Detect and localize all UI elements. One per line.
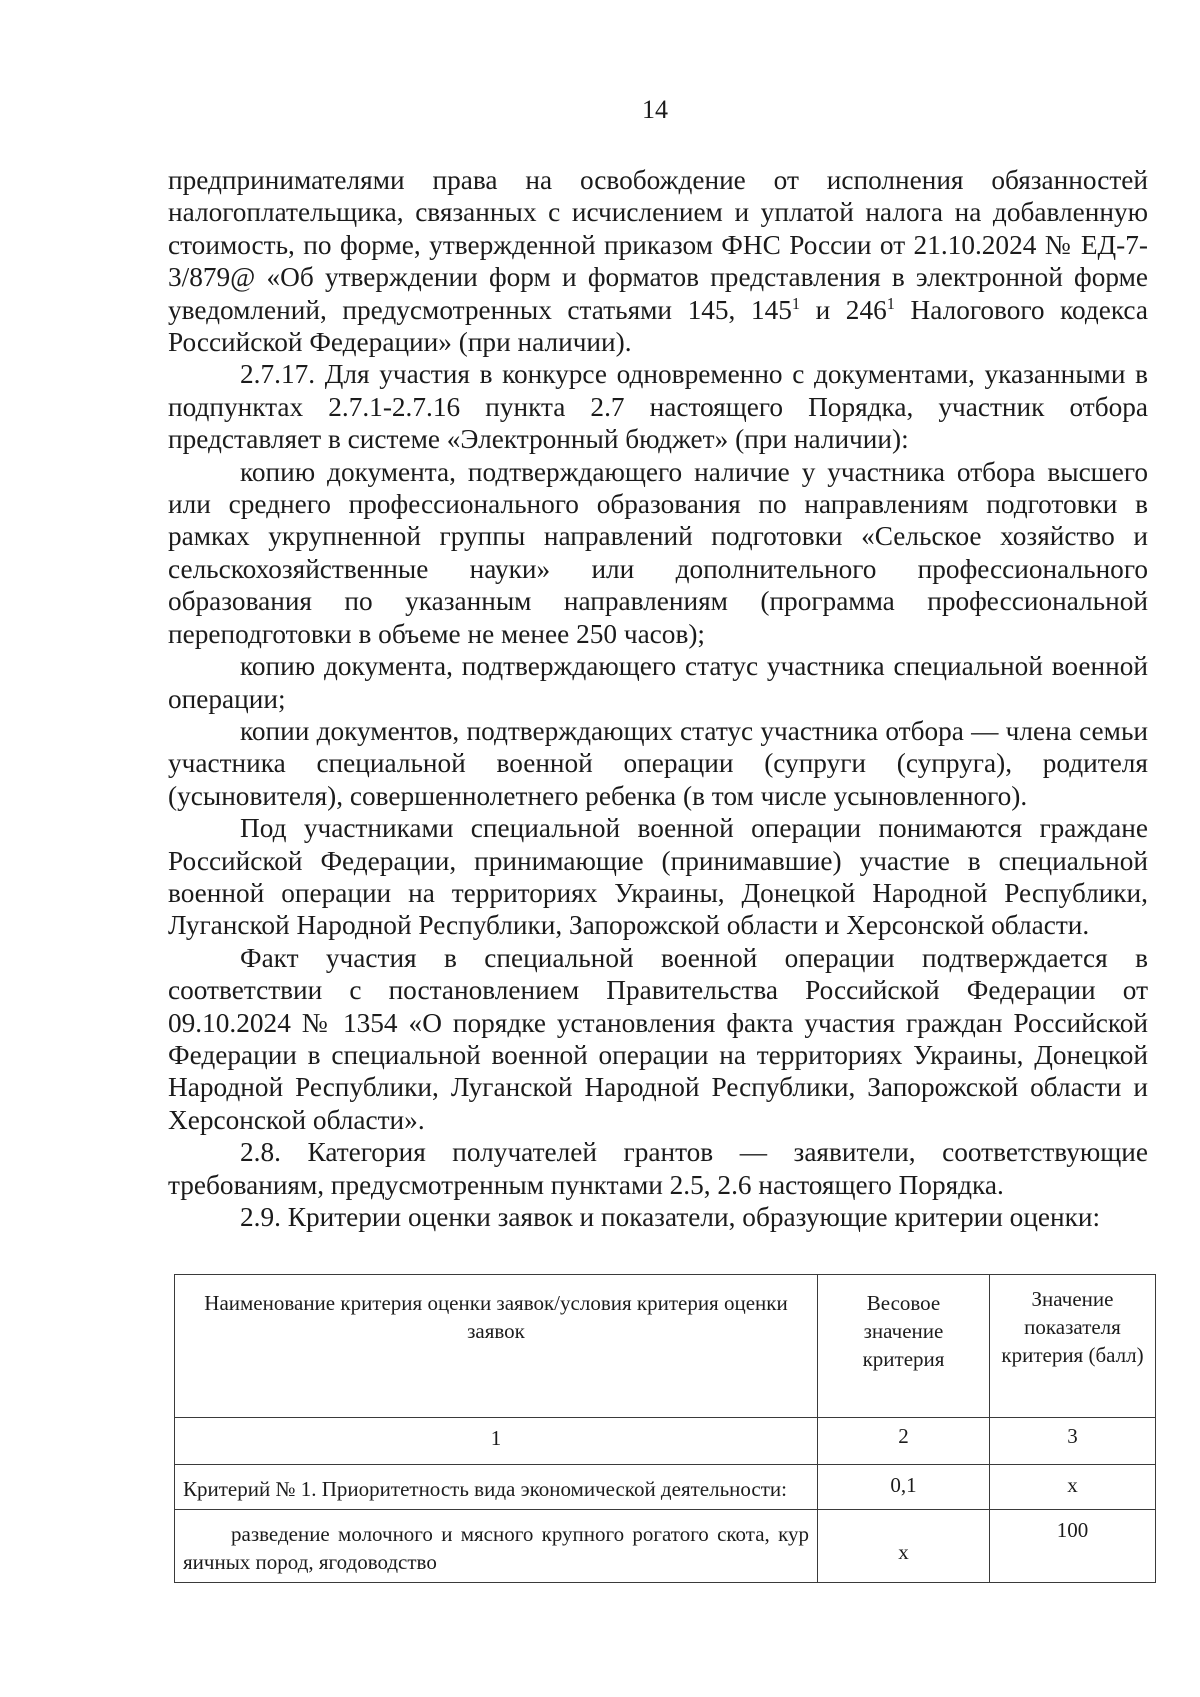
- paragraph-2-9: 2.9. Критерии оценки заявок и показатели, образующие критерии оценки:: [240, 1202, 1101, 1232]
- header-criterion-name: Наименование критерия оценки заявок/условия критерия оценки заявок: [175, 1275, 818, 1418]
- paragraph-text: предпринимателями права на освобождение от исполнения обязанностей налогоплательщика, связанных с исчислением и уплатой налога на добавленную стоимость, по форме, утвержденной приказом ФНС России от 21.10.2024 № ЕД-7-3/879@ «Об утверждении форм и форматов представления в электронной форме уведомлений, предусмотренных статьями 145, 145: [168, 165, 1148, 325]
- criterion-1-option-weight: х: [818, 1510, 990, 1583]
- superscript: 1: [791, 293, 801, 313]
- body-text: [168, 164, 1148, 1233]
- criterion-1-option-name: разведение молочного и мясного крупного рогатого скота, кур яичных пород, ягодоводство: [175, 1510, 818, 1583]
- paragraph-text: Налогового кодекса Российской Федерации» (при наличии).: [168, 294, 1149, 358]
- header-score: Значение показателя критерия (балл): [990, 1275, 1156, 1418]
- paragraph-2-8: 2.8. Категория получателей грантов — заявители, соответствующие требованиям, предусмотренным пунктами 2.5, 2.6 настоящего Порядка.: [168, 1137, 1148, 1200]
- paragraph-2-7-17: 2.7.17. Для участия в конкурсе одновременно с документами, указанными в подпунктах 2.7.1-2.7.16 пункта 2.7 настоящего Порядка, участник отбора представляет в системе «Электронный бюджет» (при наличии):: [168, 359, 1148, 455]
- column-number-1: 1: [175, 1418, 818, 1465]
- paragraph-svo-status-copy: копию документа, подтверждающего статус участника специальной военной операции;: [168, 651, 1148, 714]
- criteria-table: [174, 1274, 1156, 1583]
- page-number: 14: [642, 95, 668, 124]
- paragraph-text: и 246: [800, 294, 887, 325]
- table-header-row: [175, 1275, 1156, 1418]
- criterion-1-name: Критерий № 1. Приоритетность вида экономической деятельности:: [175, 1465, 818, 1510]
- criterion-1-option-value: 100: [990, 1510, 1156, 1583]
- paragraph-svo-definition: Под участниками специальной военной операции понимаются граждане Российской Федерации, принимающие (принимавшие) участие в специальной военной операции на территориях Украины, Донецкой Народной Республики, Луганской Народной Республики, Запорожской области и Херсонской области.: [168, 813, 1148, 941]
- criterion-1-value: х: [990, 1465, 1156, 1510]
- paragraph-family-status-copy: копии документов, подтверждающих статус участника отбора — члена семьи участника специальной военной операции (супруги (супруга), родителя (усыновителя), совершеннолетнего ребенка (в том числе усыновленного).: [168, 715, 1148, 811]
- table-row: [175, 1510, 1156, 1583]
- superscript: 1: [886, 293, 895, 313]
- table-number-row: [175, 1418, 1156, 1465]
- criterion-1-weight: 0,1: [818, 1465, 990, 1510]
- column-number-2: 2: [818, 1418, 990, 1465]
- table-row: [175, 1465, 1156, 1510]
- paragraph-continuation: [168, 164, 1148, 358]
- header-weight: Весовое значение критерия: [818, 1275, 990, 1418]
- paragraph-svo-confirmation: Факт участия в специальной военной операции подтверждается в соответствии с постановлением Правительства Российской Федерации от 09.10.2024 № 1354 «О порядке установления факта участия граждан Российской Федерации в специальной военной операции на территориях Украины, Донецкой Народной Республики, Луганской Народной Республики, Запорожской области и Херсонской области».: [168, 942, 1148, 1135]
- column-number-3: 3: [990, 1418, 1156, 1465]
- paragraph-education-copy: копию документа, подтверждающего наличие у участника отбора высшего или среднего профессионального образования по направлениям подготовки в рамках укрупненной группы направлений подготовки «Сельское хозяйство и сельскохозяйственные науки» или дополнительного профессионального образования по указанным направлениям (программа профессиональной переподготовки в объеме не менее 250 часов);: [168, 456, 1148, 649]
